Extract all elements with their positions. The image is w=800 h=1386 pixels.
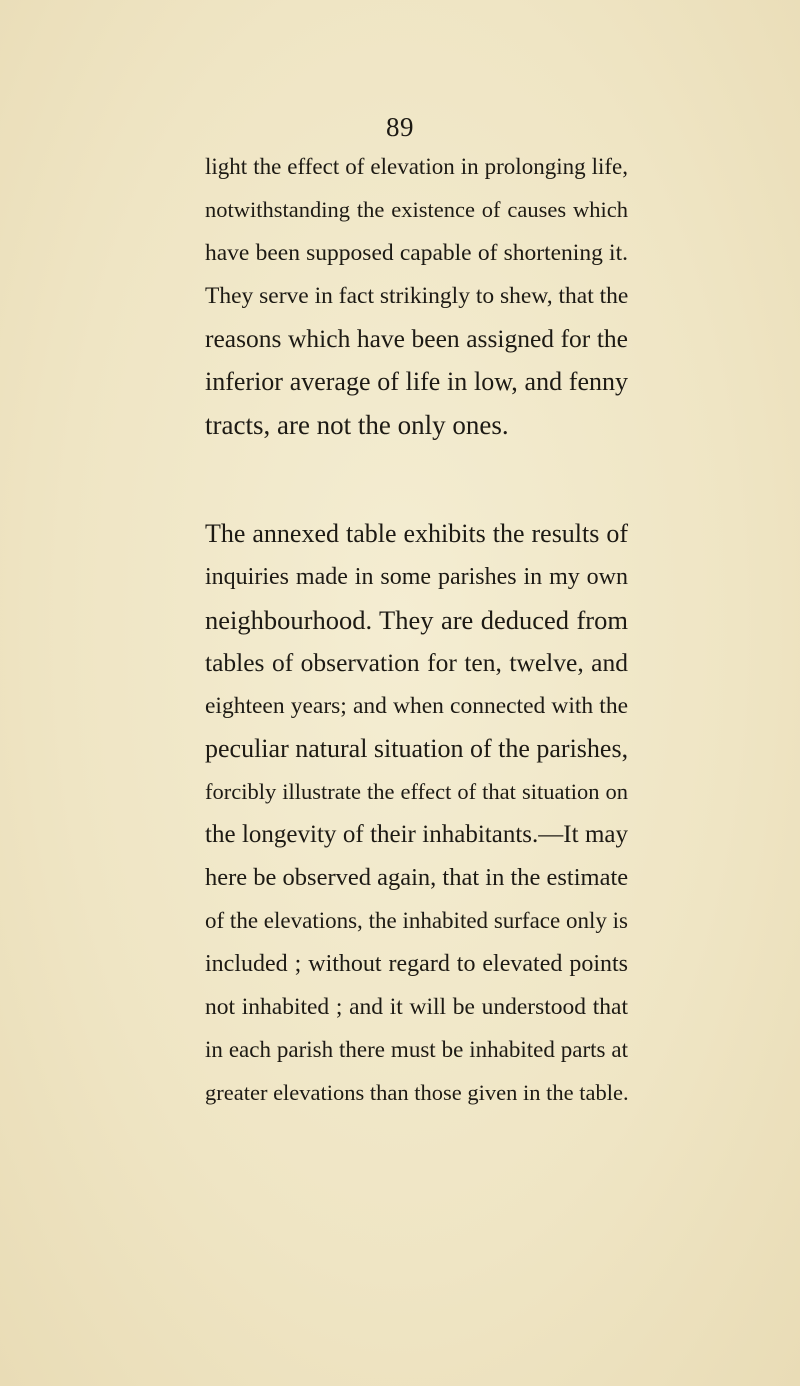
text-line: light the effect of elevation in prolonging life, [205,154,628,179]
text-line: reasons which have been assigned for the [205,324,628,353]
text-line: forcibly illustrate the effect of that situation on [205,779,628,804]
text-line: in each parish there must be inhabited parts at [205,1037,628,1062]
text-line: inquiries made in some parishes in my own [205,564,628,590]
text-line: have been supposed capable of shortening it. [205,240,628,266]
page-number: 89 [386,112,414,142]
text-line: The annexed table exhibits the results of [205,519,628,548]
text-line: the longevity of their inhabitants.—It may [205,821,628,848]
text-line: notwithstanding the existence of causes which [205,197,628,222]
text-line: eighteen years; and when connected with the [205,693,628,719]
text-line: here be observed again, that in the estimate [205,864,629,891]
text-line: greater elevations than those given in the table. [205,1080,629,1105]
text-line: tracts, are not the only ones. [205,410,509,440]
text-line: of the elevations, the inhabited surface only is [205,908,628,933]
text-line: inferior average of life in low, and fenny [205,367,628,396]
text-line: not inhabited ; and it will be understood that [205,994,628,1020]
text-line: They serve in fact strikingly to shew, that the [205,283,629,309]
text-line: peculiar natural situation of the parishes, [205,734,629,763]
text-line: neighbourhood. They are deduced from [205,605,628,635]
text-line: included ; without regard to elevated points [205,951,628,977]
text-line: tables of observation for ten, twelve, and [205,648,628,677]
